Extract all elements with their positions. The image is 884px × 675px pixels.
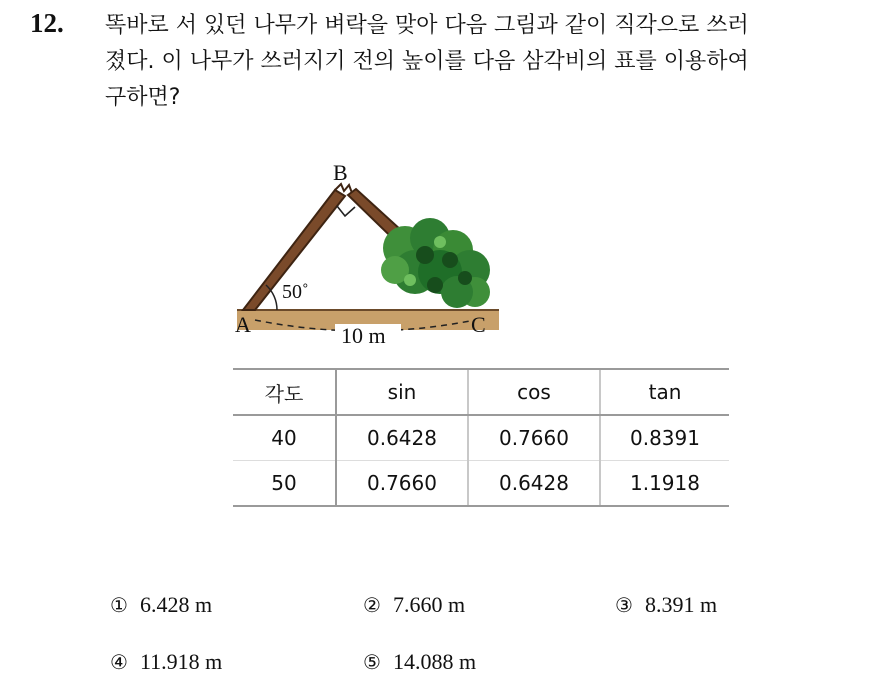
table-row <box>233 461 729 507</box>
cell-angle: 40 <box>233 415 336 461</box>
cell-tan: 1.1918 <box>600 461 729 507</box>
choice-4[interactable] <box>110 649 222 675</box>
choice-2-value: 7.660 m <box>392 592 466 617</box>
question-text <box>105 8 875 116</box>
label-a: A <box>235 312 251 337</box>
choice-2[interactable] <box>363 592 465 618</box>
cell-tan: 0.8391 <box>600 415 729 461</box>
choice-1[interactable] <box>110 592 212 618</box>
question-number: 12. <box>30 8 64 38</box>
table-row <box>233 415 729 461</box>
right-angle-mark <box>337 206 355 216</box>
cell-angle: 50 <box>233 461 336 507</box>
fallen-tree-figure <box>225 160 515 360</box>
choice-3-value: 8.391 m <box>644 592 718 617</box>
cell-sin: 0.7660 <box>336 461 468 507</box>
question-line-1: 똑바로 서 있던 나무가 벼락을 맞아 다음 그림과 같이 직각으로 쓰러 <box>105 13 749 38</box>
question-line-3: 구하면? <box>105 85 181 110</box>
angle-label: 50˚ <box>282 281 309 303</box>
header-sin: sin <box>336 369 468 415</box>
choice-4-mark: ④ <box>110 650 128 674</box>
choice-3[interactable] <box>615 592 717 618</box>
distance-label: 10 m <box>341 323 386 348</box>
choice-5[interactable] <box>363 649 476 675</box>
trig-table <box>233 368 729 507</box>
choice-4-value: 11.918 m <box>139 649 223 674</box>
question-line-2: 졌다. 이 나무가 쓰러지기 전의 높이를 다음 삼각비의 표를 이용하여 <box>105 49 749 74</box>
header-cos: cos <box>468 369 600 415</box>
choice-5-mark: ⑤ <box>363 650 381 674</box>
choice-1-value: 6.428 m <box>139 592 213 617</box>
choice-1-mark: ① <box>110 593 128 617</box>
cell-sin: 0.6428 <box>336 415 468 461</box>
choice-5-value: 14.088 m <box>392 649 477 674</box>
header-angle: 각도 <box>233 369 336 415</box>
cell-cos: 0.7660 <box>468 415 600 461</box>
choice-2-mark: ② <box>363 593 381 617</box>
label-c: C <box>471 312 486 337</box>
header-tan: tan <box>600 369 729 415</box>
choice-3-mark: ③ <box>615 593 633 617</box>
cell-cos: 0.6428 <box>468 461 600 507</box>
label-b: B <box>333 160 348 185</box>
foliage <box>381 218 490 308</box>
